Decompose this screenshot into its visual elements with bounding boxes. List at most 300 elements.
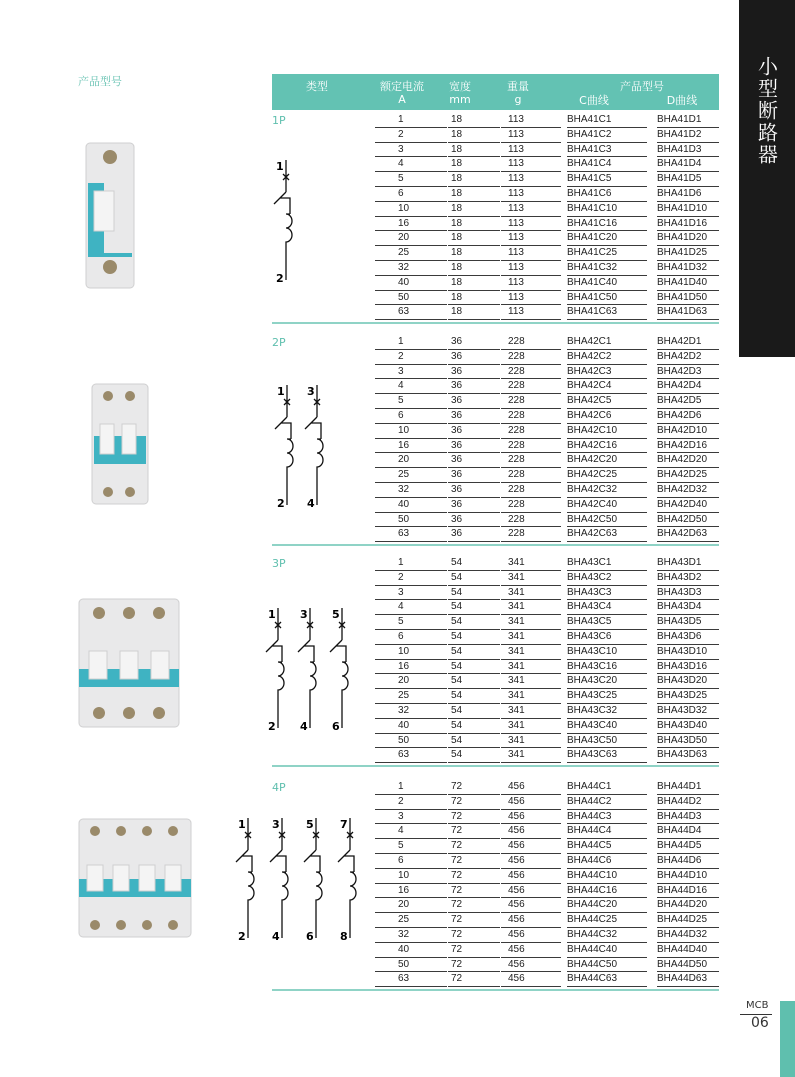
- width-cell: 36: [451, 469, 463, 481]
- width-cell: 36: [451, 380, 463, 392]
- table-row: [375, 409, 719, 424]
- c-curve-model-cell: BHA42C32: [567, 484, 618, 495]
- c-curve-model-cell: BHA41C3: [567, 143, 612, 155]
- rated-current-cell: 63: [398, 749, 410, 761]
- width-cell: 72: [451, 869, 463, 881]
- width-cell: 18: [451, 247, 463, 259]
- table-row: [375, 143, 719, 158]
- pole-symbol: [236, 818, 254, 943]
- width-cell: 54: [451, 557, 463, 568]
- d-curve-model-cell: BHA44D40: [657, 943, 708, 955]
- row-underline: [375, 541, 447, 542]
- terminal-label-top: 5: [306, 818, 314, 831]
- c-curve-model-cell: BHA41C2: [567, 128, 612, 140]
- row-underline: [448, 986, 500, 987]
- rated-current-cell: 10: [398, 645, 410, 657]
- header-weight-label: 重量: [507, 80, 529, 93]
- d-curve-model-cell: BHA43D6: [657, 631, 702, 642]
- width-cell: 54: [451, 586, 463, 598]
- rated-current-cell: 16: [398, 217, 410, 229]
- d-curve-model-cell: BHA43D40: [657, 719, 708, 731]
- terminal-label-top: 1: [276, 160, 284, 173]
- width-cell: 54: [451, 719, 463, 731]
- table-row: [375, 217, 719, 232]
- row-underline: [501, 541, 561, 542]
- table-row: [375, 898, 719, 913]
- table-row: [375, 246, 719, 261]
- weight-cell: 113: [508, 143, 524, 155]
- weight-cell: 341: [508, 705, 525, 716]
- d-curve-model-cell: BHA41D2: [657, 128, 702, 140]
- pole-label-4p: 4P: [272, 781, 286, 794]
- weight-cell: 228: [508, 498, 525, 510]
- width-cell: 72: [451, 899, 463, 911]
- c-curve-model-cell: BHA41C5: [567, 173, 612, 185]
- header-c-curve: C曲线: [579, 94, 609, 107]
- width-cell: 54: [451, 601, 463, 613]
- pole-symbol: [274, 160, 292, 285]
- c-curve-model-cell: BHA43C5: [567, 616, 612, 628]
- width-cell: 36: [451, 424, 463, 436]
- c-curve-model-cell: BHA42C63: [567, 528, 618, 540]
- rated-current-cell: 10: [398, 869, 410, 881]
- d-curve-model-cell: BHA41D10: [657, 202, 708, 214]
- d-curve-model-cell: BHA41D32: [657, 262, 708, 273]
- row-underline: [375, 762, 447, 763]
- header-rated-current-unit: A: [398, 93, 406, 106]
- width-cell: 36: [451, 484, 463, 495]
- header-d-curve: D曲线: [666, 94, 698, 107]
- rated-current-cell: 20: [398, 232, 410, 244]
- row-underline: [567, 986, 647, 987]
- terminal-label-bottom: 4: [300, 720, 308, 733]
- rated-current-cell: 6: [398, 855, 404, 866]
- c-curve-model-cell: BHA43C25: [567, 690, 618, 702]
- rated-current-cell: 50: [398, 734, 410, 746]
- d-curve-model-cell: BHA43D25: [657, 690, 708, 702]
- c-curve-model-cell: BHA43C10: [567, 645, 618, 657]
- c-curve-model-cell: BHA41C10: [567, 202, 618, 214]
- width-cell: 36: [451, 410, 463, 421]
- row-underline: [657, 762, 719, 763]
- c-curve-model-cell: BHA41C16: [567, 217, 618, 229]
- width-cell: 54: [451, 675, 463, 687]
- row-underline: [375, 319, 447, 320]
- table-row: [375, 335, 719, 350]
- c-curve-model-cell: BHA44C40: [567, 943, 618, 955]
- c-curve-model-cell: BHA41C32: [567, 262, 618, 273]
- width-cell: 36: [451, 439, 463, 451]
- d-curve-model-cell: BHA43D4: [657, 601, 702, 613]
- d-curve-model-cell: BHA44D2: [657, 795, 702, 807]
- table-row: [375, 113, 719, 128]
- width-cell: 72: [451, 810, 463, 822]
- d-curve-model-cell: BHA44D1: [657, 781, 702, 792]
- c-curve-model-cell: BHA42C50: [567, 513, 618, 525]
- terminal-label-top: 3: [307, 385, 315, 398]
- weight-cell: 228: [508, 380, 525, 392]
- weight-cell: 341: [508, 631, 525, 642]
- terminal-label-bottom: 6: [306, 930, 314, 943]
- pole-label-1p: 1P: [272, 114, 286, 127]
- pole-symbol: [330, 608, 348, 733]
- weight-cell: 228: [508, 395, 525, 407]
- table-row: [375, 660, 719, 675]
- table-row: [375, 305, 719, 320]
- rated-current-cell: 4: [398, 380, 404, 392]
- width-cell: 54: [451, 616, 463, 628]
- d-curve-model-cell: BHA42D63: [657, 528, 708, 540]
- d-curve-model-cell: BHA43D63: [657, 749, 708, 761]
- weight-cell: 113: [508, 262, 524, 273]
- width-cell: 36: [451, 365, 463, 377]
- rated-current-cell: 63: [398, 306, 410, 318]
- d-curve-model-cell: BHA44D4: [657, 825, 702, 837]
- sidebar-title-text: 小型断路器: [754, 56, 779, 166]
- table-row: [375, 365, 719, 380]
- rated-current-cell: 2: [398, 795, 404, 807]
- weight-cell: 341: [508, 719, 525, 731]
- weight-cell: 456: [508, 943, 525, 955]
- pole-symbol: [275, 385, 293, 510]
- footer-accent-bar: [780, 1001, 795, 1077]
- d-curve-model-cell: BHA44D63: [657, 973, 708, 985]
- c-curve-model-cell: BHA42C5: [567, 395, 612, 407]
- d-curve-model-cell: BHA41D4: [657, 158, 702, 170]
- c-curve-model-cell: BHA43C4: [567, 601, 612, 613]
- weight-cell: 113: [508, 173, 524, 185]
- table-row: [375, 719, 719, 734]
- weight-cell: 456: [508, 855, 525, 866]
- c-curve-model-cell: BHA44C3: [567, 810, 612, 822]
- rated-current-cell: 63: [398, 528, 410, 540]
- rated-current-cell: 5: [398, 173, 404, 185]
- c-curve-model-cell: BHA42C40: [567, 498, 618, 510]
- d-curve-model-cell: BHA41D40: [657, 276, 708, 288]
- rated-current-cell: 25: [398, 247, 410, 259]
- c-curve-model-cell: BHA42C6: [567, 410, 612, 421]
- table-row: [375, 379, 719, 394]
- width-cell: 18: [451, 202, 463, 214]
- c-curve-model-cell: BHA42C1: [567, 336, 612, 347]
- pole-symbol: [270, 818, 288, 943]
- width-cell: 18: [451, 173, 463, 185]
- rated-current-cell: 4: [398, 158, 404, 170]
- width-cell: 18: [451, 232, 463, 244]
- footer-label: MCB: [746, 1000, 769, 1011]
- d-curve-model-cell: BHA44D3: [657, 810, 702, 822]
- width-cell: 36: [451, 336, 463, 347]
- rated-current-cell: 25: [398, 914, 410, 926]
- row-underline: [567, 762, 647, 763]
- c-curve-model-cell: BHA43C63: [567, 749, 618, 761]
- c-curve-model-cell: BHA44C63: [567, 973, 618, 985]
- table-row: [375, 556, 719, 571]
- table-row: [375, 571, 719, 586]
- c-curve-model-cell: BHA42C2: [567, 350, 612, 362]
- table-row: [375, 439, 719, 454]
- c-curve-model-cell: BHA42C16: [567, 439, 618, 451]
- row-underline: [501, 762, 561, 763]
- d-curve-model-cell: BHA44D25: [657, 914, 708, 926]
- c-curve-model-cell: BHA44C25: [567, 914, 618, 926]
- table-row: [375, 513, 719, 528]
- weight-cell: 113: [508, 291, 524, 303]
- row-underline: [567, 319, 647, 320]
- row-underline: [501, 319, 561, 320]
- table-row: [375, 689, 719, 704]
- rated-current-cell: 4: [398, 601, 404, 613]
- weight-cell: 228: [508, 365, 525, 377]
- terminal-label-top: 5: [332, 608, 340, 621]
- c-curve-model-cell: BHA41C63: [567, 306, 618, 318]
- table-row: [375, 231, 719, 246]
- rated-current-cell: 2: [398, 571, 404, 583]
- pole-symbol: [266, 608, 284, 733]
- weight-cell: 341: [508, 675, 525, 687]
- d-curve-model-cell: BHA43D5: [657, 616, 702, 628]
- table-row: [375, 468, 719, 483]
- d-curve-model-cell: BHA44D32: [657, 929, 708, 940]
- d-curve-model-cell: BHA44D6: [657, 855, 702, 866]
- d-curve-model-cell: BHA43D1: [657, 557, 702, 568]
- d-curve-model-cell: BHA43D20: [657, 675, 708, 687]
- c-curve-model-cell: BHA41C20: [567, 232, 618, 244]
- table-row: [375, 704, 719, 719]
- c-curve-model-cell: BHA41C1: [567, 114, 612, 125]
- rated-current-cell: 6: [398, 188, 404, 199]
- weight-cell: 341: [508, 749, 525, 761]
- d-curve-model-cell: BHA42D50: [657, 513, 708, 525]
- weight-cell: 113: [508, 306, 524, 318]
- rated-current-cell: 20: [398, 454, 410, 466]
- weight-cell: 228: [508, 513, 525, 525]
- width-cell: 72: [451, 973, 463, 985]
- width-cell: 72: [451, 825, 463, 837]
- terminal-label-top: 3: [300, 608, 308, 621]
- rated-current-cell: 25: [398, 469, 410, 481]
- weight-cell: 228: [508, 454, 525, 466]
- table-row: [375, 928, 719, 943]
- pole-symbol: [304, 818, 322, 943]
- d-curve-model-cell: BHA42D4: [657, 380, 702, 392]
- table-row: [375, 884, 719, 899]
- rated-current-cell: 1: [398, 114, 404, 125]
- row-underline: [448, 762, 500, 763]
- table-row: [375, 202, 719, 217]
- row-underline: [657, 541, 719, 542]
- c-curve-model-cell: BHA44C32: [567, 929, 618, 940]
- width-cell: 54: [451, 690, 463, 702]
- c-curve-model-cell: BHA42C25: [567, 469, 618, 481]
- weight-cell: 228: [508, 484, 525, 495]
- rated-current-cell: 63: [398, 973, 410, 985]
- width-cell: 54: [451, 645, 463, 657]
- d-curve-model-cell: BHA43D10: [657, 645, 708, 657]
- table-row: [375, 913, 719, 928]
- rated-current-cell: 32: [398, 484, 410, 495]
- rated-current-cell: 1: [398, 557, 404, 568]
- header-width-label: 宽度: [449, 80, 471, 93]
- weight-cell: 113: [508, 188, 524, 199]
- row-underline: [375, 986, 447, 987]
- rated-current-cell: 5: [398, 616, 404, 628]
- row-underline: [501, 986, 561, 987]
- d-curve-model-cell: BHA42D32: [657, 484, 708, 495]
- d-curve-model-cell: BHA41D50: [657, 291, 708, 303]
- c-curve-model-cell: BHA41C25: [567, 247, 618, 259]
- d-curve-model-cell: BHA44D5: [657, 840, 702, 852]
- terminal-label-top: 1: [238, 818, 246, 831]
- weight-cell: 113: [508, 202, 524, 214]
- weight-cell: 456: [508, 973, 525, 985]
- c-curve-model-cell: BHA44C20: [567, 899, 618, 911]
- weight-cell: 341: [508, 690, 525, 702]
- weight-cell: 456: [508, 825, 525, 837]
- table-row: [375, 630, 719, 645]
- d-curve-model-cell: BHA42D20: [657, 454, 708, 466]
- terminal-label-bottom: 2: [276, 272, 284, 285]
- width-cell: 18: [451, 143, 463, 155]
- c-curve-model-cell: BHA43C16: [567, 660, 618, 672]
- rated-current-cell: 2: [398, 350, 404, 362]
- width-cell: 54: [451, 734, 463, 746]
- table-row: [375, 734, 719, 749]
- row-underline: [448, 541, 500, 542]
- header-weight: [498, 80, 538, 106]
- weight-cell: 341: [508, 601, 525, 613]
- row-underline: [567, 541, 647, 542]
- width-cell: 72: [451, 884, 463, 896]
- table-row: [375, 586, 719, 601]
- width-cell: 72: [451, 914, 463, 926]
- d-curve-model-cell: BHA41D6: [657, 188, 702, 199]
- d-curve-model-cell: BHA43D2: [657, 571, 702, 583]
- weight-cell: 341: [508, 557, 525, 568]
- d-curve-model-cell: BHA42D10: [657, 424, 708, 436]
- rated-current-cell: 16: [398, 439, 410, 451]
- terminal-label-bottom: 4: [307, 497, 315, 510]
- pole-symbol: [305, 385, 323, 510]
- rated-current-cell: 40: [398, 943, 410, 955]
- width-cell: 18: [451, 262, 463, 273]
- table-row: [375, 394, 719, 409]
- table-row: [375, 157, 719, 172]
- width-cell: 54: [451, 571, 463, 583]
- d-curve-model-cell: BHA42D5: [657, 395, 702, 407]
- table-row: [375, 839, 719, 854]
- weight-cell: 456: [508, 929, 525, 940]
- terminal-label-top: 1: [277, 385, 285, 398]
- table-row: [375, 810, 719, 825]
- c-curve-model-cell: BHA42C20: [567, 454, 618, 466]
- table-row: [375, 128, 719, 143]
- header-model: 产品型号: [620, 80, 664, 93]
- d-curve-model-cell: BHA41D1: [657, 114, 702, 125]
- rated-current-cell: 1: [398, 336, 404, 347]
- rated-current-cell: 3: [398, 810, 404, 822]
- rated-current-cell: 50: [398, 291, 410, 303]
- header-width: [440, 80, 480, 106]
- d-curve-model-cell: BHA43D16: [657, 660, 708, 672]
- weight-cell: 341: [508, 660, 525, 672]
- width-cell: 72: [451, 781, 463, 792]
- width-cell: 18: [451, 276, 463, 288]
- c-curve-model-cell: BHA43C1: [567, 557, 612, 568]
- rated-current-cell: 3: [398, 365, 404, 377]
- width-cell: 72: [451, 943, 463, 955]
- rated-current-cell: 50: [398, 958, 410, 970]
- table-row: [375, 172, 719, 187]
- d-curve-model-cell: BHA41D63: [657, 306, 708, 318]
- section-label: 产品型号: [78, 75, 122, 88]
- rated-current-cell: 32: [398, 262, 410, 273]
- pole-symbol: [298, 608, 316, 733]
- table-row: [375, 795, 719, 810]
- width-cell: 36: [451, 498, 463, 510]
- c-curve-model-cell: BHA44C2: [567, 795, 612, 807]
- weight-cell: 113: [508, 128, 524, 140]
- rated-current-cell: 6: [398, 631, 404, 642]
- header-rated-current: [372, 80, 432, 106]
- table-row: [375, 645, 719, 660]
- c-curve-model-cell: BHA43C6: [567, 631, 612, 642]
- weight-cell: 341: [508, 645, 525, 657]
- weight-cell: 456: [508, 869, 525, 881]
- terminal-label-bottom: 8: [340, 930, 348, 943]
- width-cell: 18: [451, 291, 463, 303]
- weight-cell: 456: [508, 899, 525, 911]
- d-curve-model-cell: BHA42D2: [657, 350, 702, 362]
- table-row: [375, 958, 719, 973]
- c-curve-model-cell: BHA43C3: [567, 586, 612, 598]
- d-curve-model-cell: BHA44D16: [657, 884, 708, 896]
- weight-cell: 456: [508, 810, 525, 822]
- weight-cell: 228: [508, 424, 525, 436]
- rated-current-cell: 10: [398, 424, 410, 436]
- c-curve-model-cell: BHA42C4: [567, 380, 612, 392]
- d-curve-model-cell: BHA41D5: [657, 173, 702, 185]
- table-row: [375, 674, 719, 689]
- width-cell: 54: [451, 749, 463, 761]
- header-type: 类型: [306, 80, 328, 93]
- width-cell: 54: [451, 660, 463, 672]
- terminal-label-top: 7: [340, 818, 348, 831]
- wiring-schematics: [0, 0, 380, 1077]
- table-row: [375, 943, 719, 958]
- d-curve-model-cell: BHA41D25: [657, 247, 708, 259]
- d-curve-model-cell: BHA42D25: [657, 469, 708, 481]
- table-row: [375, 498, 719, 513]
- width-cell: 72: [451, 840, 463, 852]
- weight-cell: 341: [508, 586, 525, 598]
- table-row: [375, 600, 719, 615]
- rated-current-cell: 5: [398, 840, 404, 852]
- table-row: [375, 615, 719, 630]
- table-row: [375, 854, 719, 869]
- weight-cell: 228: [508, 350, 525, 362]
- table-row: [375, 780, 719, 795]
- table-row: [375, 972, 719, 987]
- weight-cell: 228: [508, 469, 525, 481]
- width-cell: 18: [451, 188, 463, 199]
- width-cell: 72: [451, 795, 463, 807]
- rated-current-cell: 50: [398, 513, 410, 525]
- c-curve-model-cell: BHA43C20: [567, 675, 618, 687]
- table-row: [375, 869, 719, 884]
- table-row: [375, 824, 719, 839]
- weight-cell: 113: [508, 232, 524, 244]
